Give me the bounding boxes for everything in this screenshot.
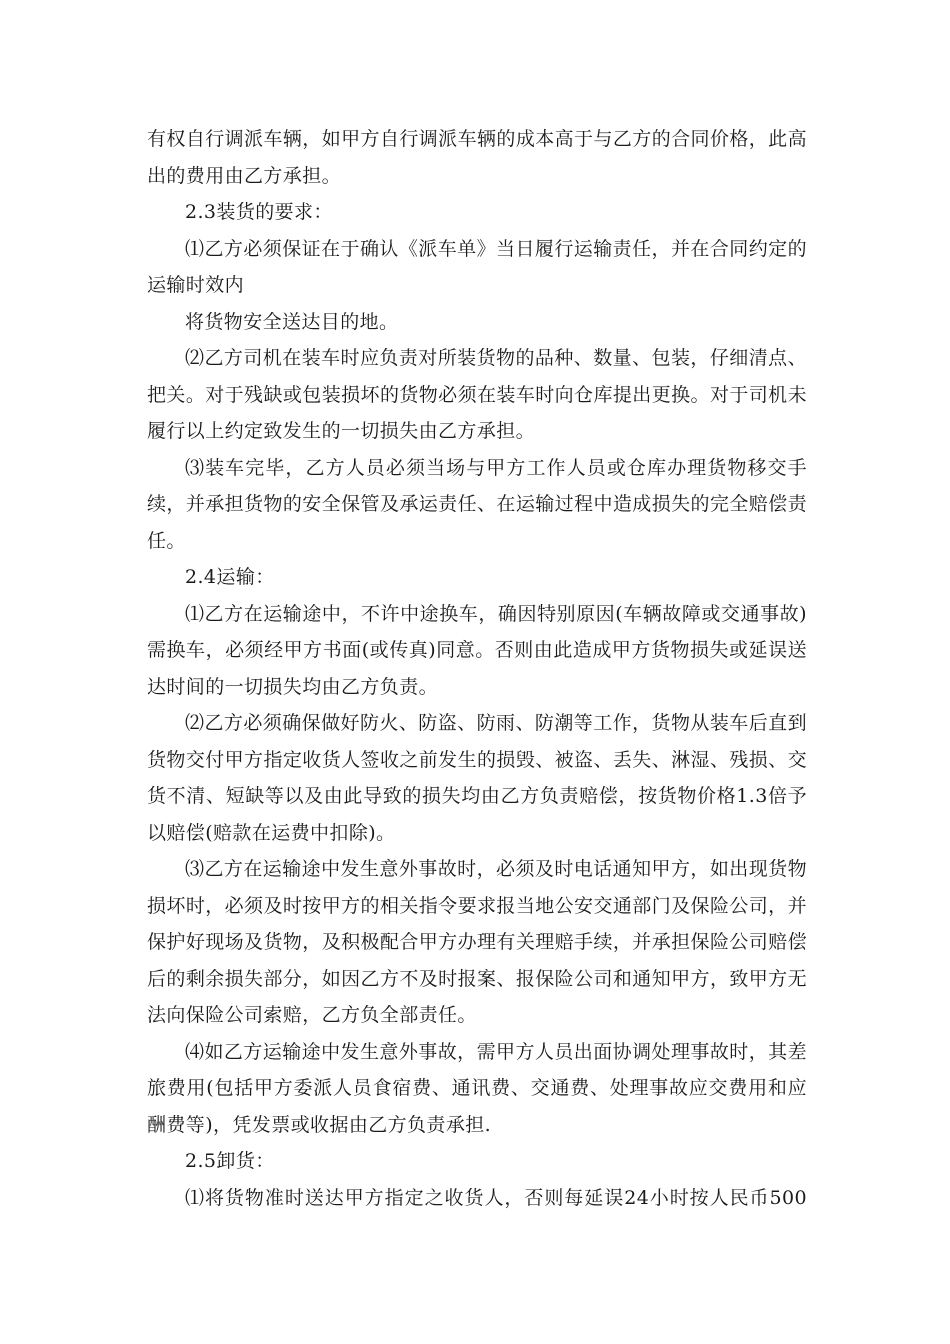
paragraph-2-3-1: ⑴乙方必须保证在于确认《派车单》当日履行运输责任，并在合同约定的运输时效内 — [147, 237, 807, 296]
paragraph-2-4-2: ⑵乙方必须确保做好防火、防盗、防雨、防潮等工作，货物从装车后直到货物交付甲方指定收货人签收之前发生的损毁、被盗、丢失、淋湿、残损、交货不清、短缺等以及由此导致的损失均由乙方负责赔偿，按货物价格1.3倍予以赔偿(赔款在运费中扣除)。 — [147, 712, 807, 844]
paragraph-2-4-1: ⑴乙方在运输途中，不许中途换车，确因特别原因(车辆故障或交通事故)需换车，必须经甲方书面(或传真)同意。否则由此造成甲方货物损失或延误送达时间的一切损失均由乙方负责。 — [147, 602, 807, 698]
paragraph-2-3-3: ⑶装车完毕，乙方人员必须当场与甲方工作人员或仓库办理货物移交手续，并承担货物的安全保管及承运责任、在运输过程中造成损失的完全赔偿责任。 — [147, 456, 807, 552]
paragraph-2-4-3: ⑶乙方在运输途中发生意外事故时，必须及时电话通知甲方，如出现货物损坏时，必须及时按甲方的相关指令要求报当地公安交通部门及保险公司，并保护好现场及货物，及积极配合甲方办理有关理赔手续，并承担保险公司赔偿后的剩余损失部分，如因乙方不及时报案、报保险公司和通知甲方，致甲方无法向保险公司索赔，乙方负全部责任。 — [147, 858, 807, 1026]
section-heading-2-3: 2.3装货的要求： — [185, 201, 333, 223]
document-body — [147, 121, 807, 1216]
section-heading-2-4: 2.4运输： — [185, 566, 275, 588]
paragraph-2-5-1: ⑴将货物准时送达甲方指定之收货人，否则每延误24小时按人民币500 — [185, 1186, 807, 1209]
paragraph-2-3-2: ⑵乙方司机在装车时应负责对所装货物的品种、数量、包装，仔细清点、把关。对于残缺或包装损坏的货物必须在装车时向仓库提出更换。对于司机未履行以上约定致发生的一切损失由乙方承担。 — [147, 347, 807, 442]
paragraph-continued: 有权自行调派车辆，如甲方自行调派车辆的成本高于与乙方的合同价格，此高出的费用由乙方承担。 — [147, 128, 807, 187]
paragraph-2-3-1-cont: 将货物安全送达目的地。 — [185, 310, 399, 333]
section-heading-2-5: 2.5卸货： — [185, 1150, 275, 1172]
paragraph-2-4-4: ⑷如乙方运输途中发生意外事故，需甲方人员出面协调处理事故时，其差旅费用(包括甲方委派人员食宿费、通讯费、交通费、处理事故应交费用和应酬费等)，凭发票或收据由乙方负责承担. — [147, 1040, 807, 1136]
